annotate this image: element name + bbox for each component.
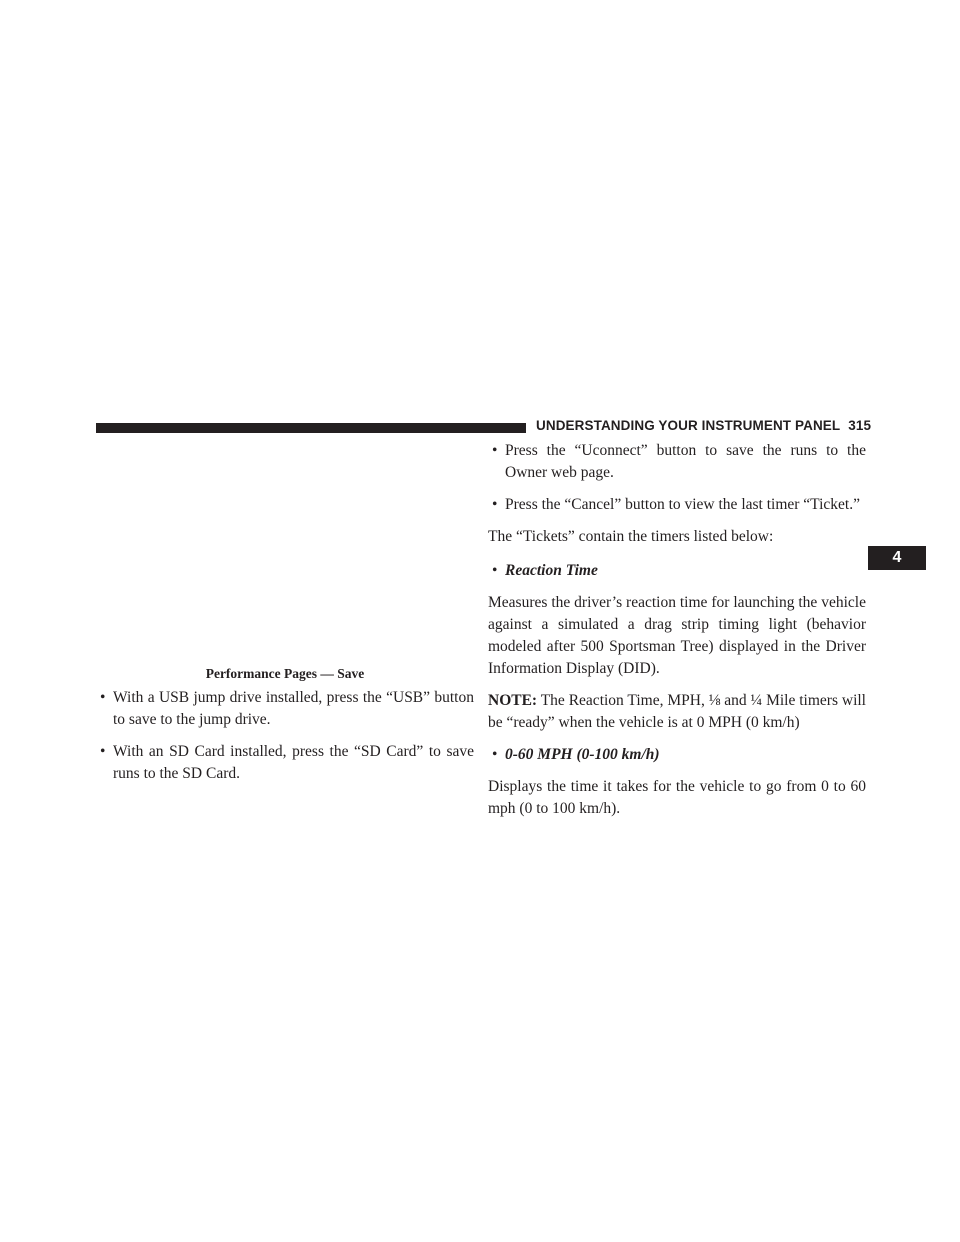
header-rule: [96, 423, 526, 433]
list-item-text: With a USB jump drive installed, press the “USB” button to save to the jump drive.: [113, 689, 474, 728]
mph-heading: 0-60 MPH (0-100 km/h): [505, 746, 660, 763]
list-item-text: With an SD Card installed, press the “SD Card” to save runs to the SD Card.: [113, 743, 474, 782]
bullet-glyph: •: [100, 743, 106, 760]
note-paragraph: [488, 690, 866, 734]
list-item-text: Press the “Uconnect” button to save the runs to the Owner web page.: [505, 442, 866, 481]
bullet-glyph: •: [100, 689, 106, 706]
bullet-glyph: •: [492, 442, 498, 459]
bullet-glyph: •: [492, 746, 498, 763]
section-title: UNDERSTANDING YOUR INSTRUMENT PANEL: [536, 418, 841, 433]
tickets-intro: The “Tickets” contain the timers listed below:: [488, 528, 774, 545]
list-item: [488, 494, 866, 516]
list-item-text: Press the “Cancel” button to view the last timer “Ticket.”: [505, 496, 860, 513]
mph-body: Displays the time it takes for the vehicle to go from 0 to 60 mph (0 to 100 km/h).: [488, 778, 866, 817]
reaction-time-body: Measures the driver’s reaction time for launching the vehicle against a simulated a drag strip timing light (behavior modeled after 500 Sportsman Tree) displayed in the Driver Information Display (DID).: [488, 594, 866, 677]
reaction-time-heading: Reaction Time: [505, 562, 598, 579]
list-item: [96, 741, 474, 785]
left-column: [96, 663, 474, 795]
bullet-glyph: •: [492, 496, 498, 513]
list-item: [488, 560, 866, 582]
list-item: [488, 440, 866, 484]
running-header: [536, 418, 871, 433]
list-item: [96, 687, 474, 731]
note-body: The Reaction Time, MPH, ⅛ and ¼ Mile timers will be “ready” when the vehicle is at 0 MPH (0 km/h): [488, 692, 866, 731]
chapter-tab: 4: [868, 546, 926, 570]
figure-caption: Performance Pages — Save: [205, 666, 365, 681]
note-label: NOTE:: [488, 692, 538, 709]
list-item: [488, 744, 866, 766]
bullet-glyph: •: [492, 562, 498, 579]
page-number: 315: [848, 418, 872, 433]
right-column: [488, 440, 866, 830]
